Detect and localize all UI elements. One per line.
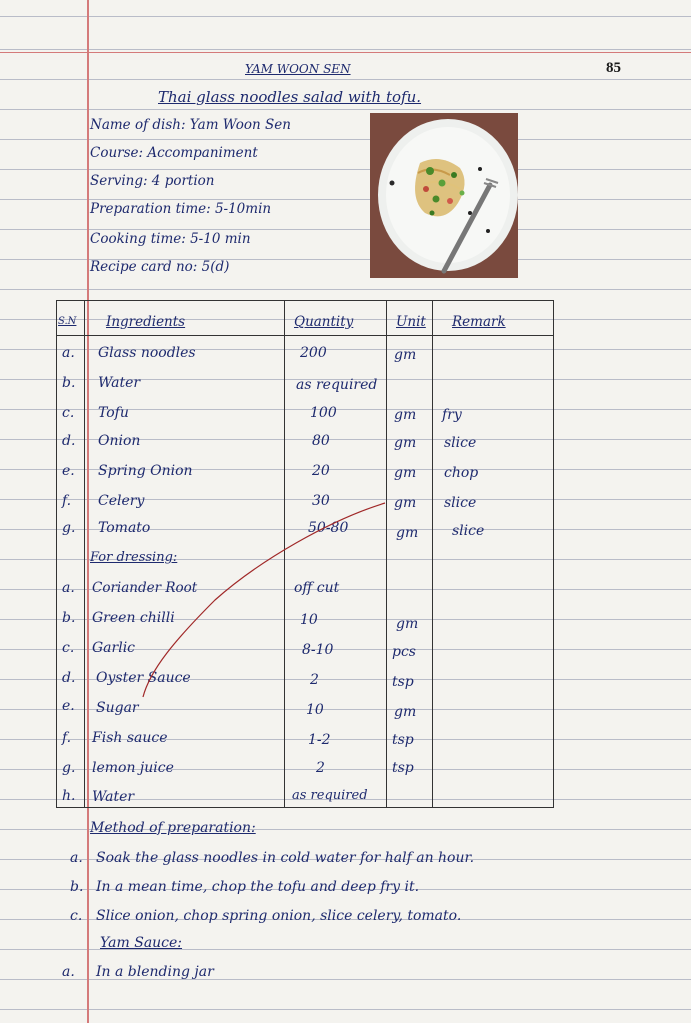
row-sn: d. — [62, 433, 76, 449]
row-sn: b. — [62, 610, 76, 626]
sauce-step-text: In a blending jar — [96, 964, 214, 980]
row-sn: g. — [62, 760, 76, 776]
row-sn: h. — [62, 788, 76, 804]
row-quantity: as required — [296, 377, 378, 393]
row-unit: gm — [394, 465, 417, 481]
header-quantity: Quantity — [294, 314, 354, 330]
row-remark: slice — [452, 523, 485, 539]
row-quantity: off cut — [294, 580, 340, 596]
row-sn: c. — [62, 405, 75, 421]
row-unit: gm — [394, 435, 417, 451]
row-ingredient: lemon juice — [92, 760, 174, 776]
row-quantity: 20 — [312, 463, 330, 479]
row-quantity: 50-80 — [308, 520, 349, 536]
row-quantity: 8-10 — [302, 642, 334, 658]
method-title: Method of preparation: — [90, 820, 256, 836]
row-ingredient: Water — [92, 789, 135, 805]
row-quantity: 200 — [300, 345, 327, 361]
info-prep-time: Preparation time: 5-10min — [90, 201, 272, 217]
row-sn: f. — [62, 730, 72, 746]
row-quantity: 10 — [306, 702, 324, 718]
info-course: Course: Accompaniment — [90, 145, 258, 161]
row-sn: d. — [62, 670, 76, 686]
method-step-text: In a mean time, chop the tofu and deep fry it. — [96, 879, 420, 895]
row-ingredient: Sugar — [96, 700, 139, 716]
method-step-text: Soak the glass noodles in cold water for half an hour. — [96, 850, 475, 866]
row-ingredient: Tofu — [98, 405, 129, 421]
row-unit: tsp — [392, 760, 414, 776]
row-remark: slice — [444, 435, 477, 451]
row-quantity: as required — [292, 788, 368, 803]
row-sn: a. — [62, 580, 75, 596]
row-quantity: 100 — [310, 405, 337, 421]
row-sn: b. — [62, 375, 76, 391]
header-ingredients: Ingredients — [106, 314, 186, 330]
header-unit: Unit — [396, 314, 426, 330]
row-unit: gm — [394, 495, 417, 511]
row-ingredient: Green chilli — [92, 610, 175, 626]
row-sn: c. — [62, 640, 75, 656]
header-remark: Remark — [452, 314, 506, 330]
row-ingredient: Tomato — [98, 520, 151, 536]
row-unit: gm — [394, 704, 417, 720]
row-ingredient: Fish sauce — [92, 730, 168, 746]
row-ingredient: Water — [98, 375, 141, 391]
row-ingredient: Garlic — [92, 640, 136, 656]
info-dish-name: Name of dish: Yam Woon Sen — [90, 117, 291, 133]
row-ingredient: Coriander Root — [92, 580, 198, 596]
row-unit: gm — [396, 525, 419, 541]
row-sn: a. — [62, 345, 75, 361]
row-ingredient: Celery — [98, 493, 145, 509]
row-ingredient: Onion — [98, 433, 141, 449]
row-remark: fry — [442, 407, 462, 423]
row-remark: slice — [444, 495, 477, 511]
header-sn: S.N — [58, 316, 77, 327]
info-serving: Serving: 4 portion — [90, 173, 215, 189]
recipe-title: YAM WOON SEN — [245, 62, 351, 76]
row-quantity: 1-2 — [308, 732, 331, 748]
row-quantity: 2 — [316, 760, 325, 776]
info-cooking-time: Cooking time: 5-10 min — [90, 231, 251, 247]
row-sn: f. — [62, 493, 72, 509]
method-step-text: Slice onion, chop spring onion, slice celery, tomato. — [96, 908, 462, 924]
method-step-sn: c. — [70, 908, 83, 924]
row-remark: chop — [444, 465, 479, 481]
row-unit: gm — [394, 407, 417, 423]
recipe-subtitle: Thai glass noodles salad with tofu. — [158, 88, 422, 106]
row-quantity: 80 — [312, 433, 330, 449]
row-unit: gm — [396, 616, 419, 632]
sauce-step-sn: a. — [62, 964, 75, 980]
row-sn: e. — [62, 463, 75, 479]
sauce-title: Yam Sauce: — [100, 935, 183, 951]
row-unit: tsp — [392, 732, 414, 748]
method-step-sn: b. — [70, 879, 84, 895]
row-quantity: 2 — [310, 672, 319, 688]
dressing-label: For dressing: — [90, 550, 178, 565]
row-unit: pcs — [392, 644, 416, 660]
info-recipe-card: Recipe card no: 5(d) — [90, 259, 230, 275]
row-unit: tsp — [392, 674, 414, 690]
row-ingredient: Glass noodles — [98, 345, 196, 361]
row-quantity: 30 — [312, 493, 330, 509]
page-number: 85 — [606, 60, 621, 76]
method-step-sn: a. — [70, 850, 83, 866]
row-ingredient: Spring Onion — [98, 463, 193, 479]
row-unit: gm — [394, 347, 417, 363]
row-quantity: 10 — [300, 612, 318, 628]
row-sn: g. — [62, 520, 76, 536]
row-sn: e. — [62, 698, 75, 714]
row-ingredient: Oyster Sauce — [96, 670, 191, 686]
